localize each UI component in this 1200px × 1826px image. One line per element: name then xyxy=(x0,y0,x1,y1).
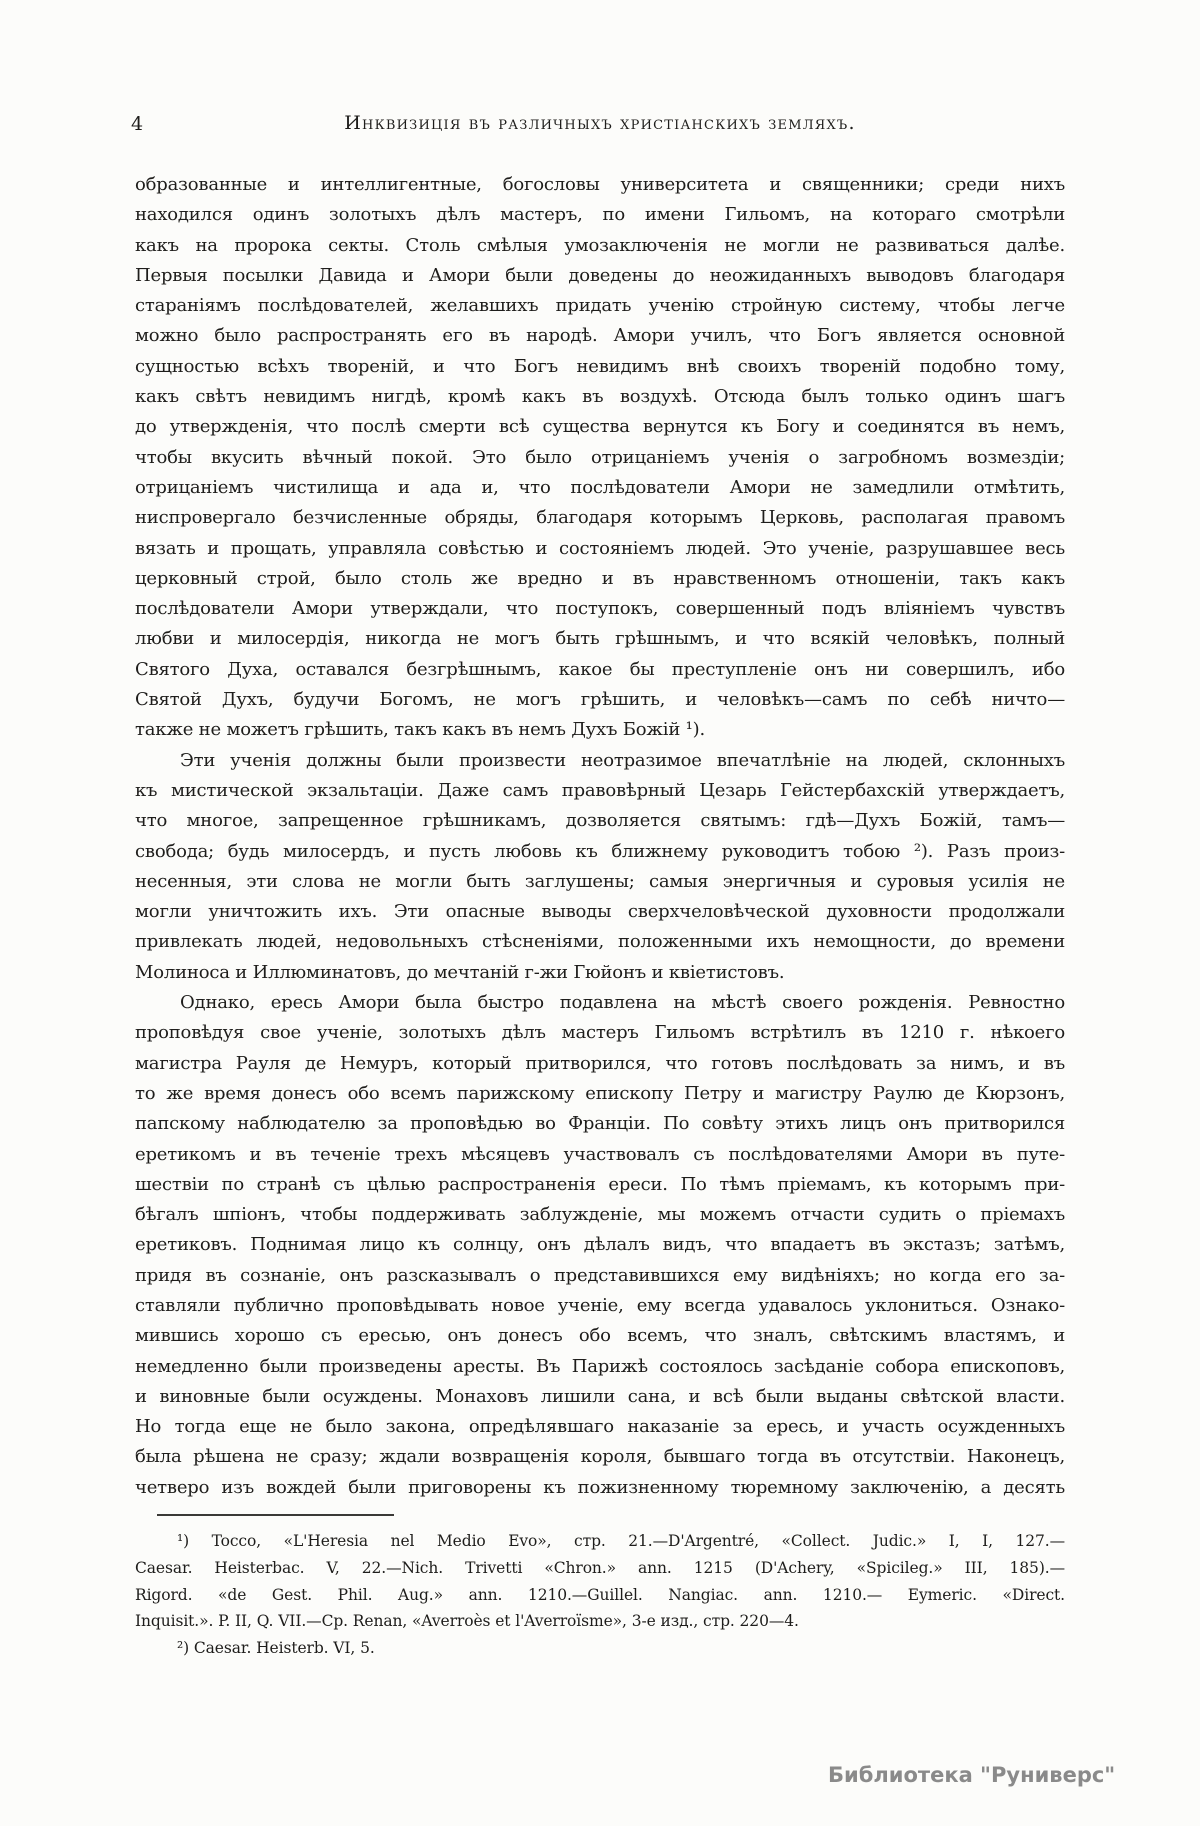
text-line: сущностью всѣхъ твореній, и что Богъ невидимъ внѣ своихъ твореній подобно тому, xyxy=(135,355,1065,377)
text-line: могли уничтожить ихъ. Эти опасные выводы сверхчеловѣческой духовности продолжали xyxy=(135,901,1065,923)
text-line: стараніямъ послѣдователей, желавшихъ придать ученію стройную систему, чтобы легче xyxy=(135,295,1065,317)
text-line: находился одинъ золотыхъ дѣлъ мастеръ, по имени Гильомъ, на котораго смотрѣли xyxy=(135,204,1065,226)
text-line: также не можетъ грѣшить, такъ какъ въ немъ Духъ Божій ¹). xyxy=(135,719,706,741)
text-line: Эти ученія должны были произвести неотразимое впечатлѣніе на людей, склонныхъ xyxy=(180,749,1065,771)
text-line: вязать и прощать, управляла совѣстью и состояніемъ людей. Это ученіе, разрушавшее весь xyxy=(135,537,1065,559)
text-line: свобода; будь милосердъ, и пусть любовь къ ближнему руководитъ тобою ²). Разъ произ- xyxy=(135,840,1065,862)
text-line: еретикомъ и въ теченіе трехъ мѣсяцевъ участвовалъ съ послѣдователями Амори въ путе- xyxy=(135,1143,1065,1165)
text-line: можно было распространять его въ народѣ. Амори училъ, что Богъ является основной xyxy=(135,325,1065,347)
footnote-line: Inquisit.». P. II, Q. VII.—Ср. Renan, «Averroès et l'Averroïsme», 3-е изд., стр. 220—4. xyxy=(135,1612,799,1631)
footnotes xyxy=(135,1528,1065,1662)
text-line: ставляли публично проповѣдывать новое ученіе, ему всегда удавалось уклониться. Ознако- xyxy=(135,1294,1065,1316)
footnote-line: ¹) Tocco, «L'Heresia nel Medio Evo», стр. 21.—D'Argentré, «Collect. Judic.» I, I, 127.— xyxy=(177,1532,1065,1550)
text-line: несенныя, эти слова не могли быть заглушены; самыя энергичныя и суровыя усилія не xyxy=(135,870,1065,892)
text-line: придя въ сознаніе, онъ разсказывалъ о представившихся ему видѣніяхъ; но когда его за- xyxy=(135,1264,1065,1286)
footnote-line: Caesar. Heisterbac. V, 22.—Nich. Trivetti «Chron.» ann. 1215 (D'Achery, «Spicileg.» III, 185).— xyxy=(135,1558,1065,1577)
text-line: папскому наблюдателю за проповѣдью во Франціи. По совѣту этихъ лицъ онъ притворился xyxy=(135,1113,1065,1135)
text-line: къ мистической экзальтаціи. Даже самъ правовѣрный Цезарь Гейстербахскій утверждаетъ, xyxy=(135,779,1065,801)
text-line: чтобы вкусить вѣчный покой. Это было отрицаніемъ ученія о загробномъ возмездіи; xyxy=(135,446,1065,468)
footnote-line: Rigord. «de Gest. Phil. Aug.» ann. 1210.—Guillel. Nangiac. ann. 1210.— Eymeric. «Direct. xyxy=(135,1585,1065,1604)
text-line: отрицаніемъ чистилища и ада и, что послѣдователи Амори не замедлили отмѣтить, xyxy=(135,476,1065,498)
text-line: церковный строй, было столь же вредно и въ нравственномъ отношеніи, такъ какъ xyxy=(135,567,1065,589)
footnote-line: ²) Caesar. Heisterb. VI, 5. xyxy=(177,1639,375,1658)
text-line: Молиноса и Иллюминатовъ, до мечтаній г-жи Гюйонъ и квіетистовъ. xyxy=(135,961,785,983)
footnote-separator xyxy=(157,1514,394,1516)
text-line: любви и милосердія, никогда не могъ быть грѣшнымъ, и что всякій человѣкъ, полный xyxy=(135,628,1065,650)
text-line: Первыя посылки Давида и Амори были доведены до неожиданныхъ выводовъ благодаря xyxy=(135,264,1065,286)
text-line: что многое, запрещенное грѣшникамъ, дозволяется святымъ: гдѣ—Духъ Божій, тамъ— xyxy=(135,810,1065,832)
page-number: 4 xyxy=(131,113,144,135)
text-line: и виновные были осуждены. Монаховъ лишили сана, и всѣ были выданы свѣтской власти. xyxy=(135,1385,1065,1407)
text-line: какъ на пророка секты. Столь смѣлыя умозаключенія не могли не развиваться далѣе. xyxy=(135,234,1065,256)
text-line: была рѣшена не сразу; ждали возвращенія короля, бывшаго тогда въ отсутствіи. Наконецъ, xyxy=(135,1446,1065,1468)
text-line: четверо изъ вождей были приговорены къ пожизненному тюремному заключенію, а десять xyxy=(135,1476,1065,1498)
text-line: послѣдователи Амори утверждали, что поступокъ, совершенный подъ вліяніемъ чувствъ xyxy=(135,598,1065,620)
body-text xyxy=(135,170,1065,1503)
text-line: до утвержденія, что послѣ смерти всѣ существа вернутся къ Богу и соединятся въ немъ, xyxy=(135,416,1065,438)
library-watermark: Библиотека "Руниверс" xyxy=(828,1763,1116,1787)
text-line: еретиковъ. Поднимая лицо къ солнцу, онъ дѣлалъ видъ, что впадаетъ въ экстазъ; затѣмъ, xyxy=(135,1234,1065,1256)
text-line: проповѣдуя свое ученіе, золотыхъ дѣлъ мастеръ Гильомъ встрѣтилъ въ 1210 г. нѣкоего xyxy=(135,1022,1065,1044)
text-line: ниспровергало безчисленные обряды, благодаря которымъ Церковь, располагая правомъ xyxy=(135,507,1065,529)
text-line: Святой Духъ, будучи Богомъ, не могъ грѣшить, и человѣкъ—самъ по себѣ ничто— xyxy=(135,689,1065,711)
text-line: бѣгалъ шпіонъ, чтобы поддерживать заблужденіе, мы можемъ отчасти судить о пріемахъ xyxy=(135,1204,1065,1226)
text-line: Но тогда еще не было закона, опредѣлявшаго наказаніе за ересь, и участь осужденныхъ xyxy=(135,1416,1065,1438)
page-header xyxy=(131,112,1065,142)
text-line: Однако, ересь Амори была быстро подавлена на мѣстѣ своего рожденія. Ревностно xyxy=(180,992,1065,1014)
text-line: образованные и интеллигентные, богословы университета и священники; среди нихъ xyxy=(135,174,1065,195)
text-line: мившись хорошо съ ересью, онъ донесъ обо всемъ, что зналъ, свѣтскимъ властямъ, и xyxy=(135,1325,1065,1347)
text-line: привлекать людей, недовольныхъ стѣсненіями, положенными ихъ немощности, до времени xyxy=(135,931,1065,953)
text-line: немедленно были произведены аресты. Въ Парижѣ состоялось засѣданіе собора епископовъ, xyxy=(135,1355,1065,1377)
text-line: шествіи по странѣ съ цѣлью распространенія ереси. По тѣмъ пріемамъ, къ которымъ при- xyxy=(135,1173,1065,1195)
text-line: какъ свѣтъ невидимъ нигдѣ, кромѣ какъ въ воздухѣ. Отсюда былъ только одинъ шагъ xyxy=(135,386,1065,408)
running-title: Инквизиція въ различныхъ христіанскихъ земляхъ. xyxy=(344,112,856,134)
text-line: то же время донесъ обо всемъ парижскому епископу Петру и магистру Раулю де Кюрзонъ, xyxy=(135,1082,1065,1104)
text-line: магистра Рауля де Немуръ, который притворился, что готовъ послѣдовать за нимъ, и въ xyxy=(135,1052,1065,1074)
text-line: Святого Духа, оставался безгрѣшнымъ, какое бы преступленіе онъ ни совершилъ, ибо xyxy=(135,658,1065,680)
